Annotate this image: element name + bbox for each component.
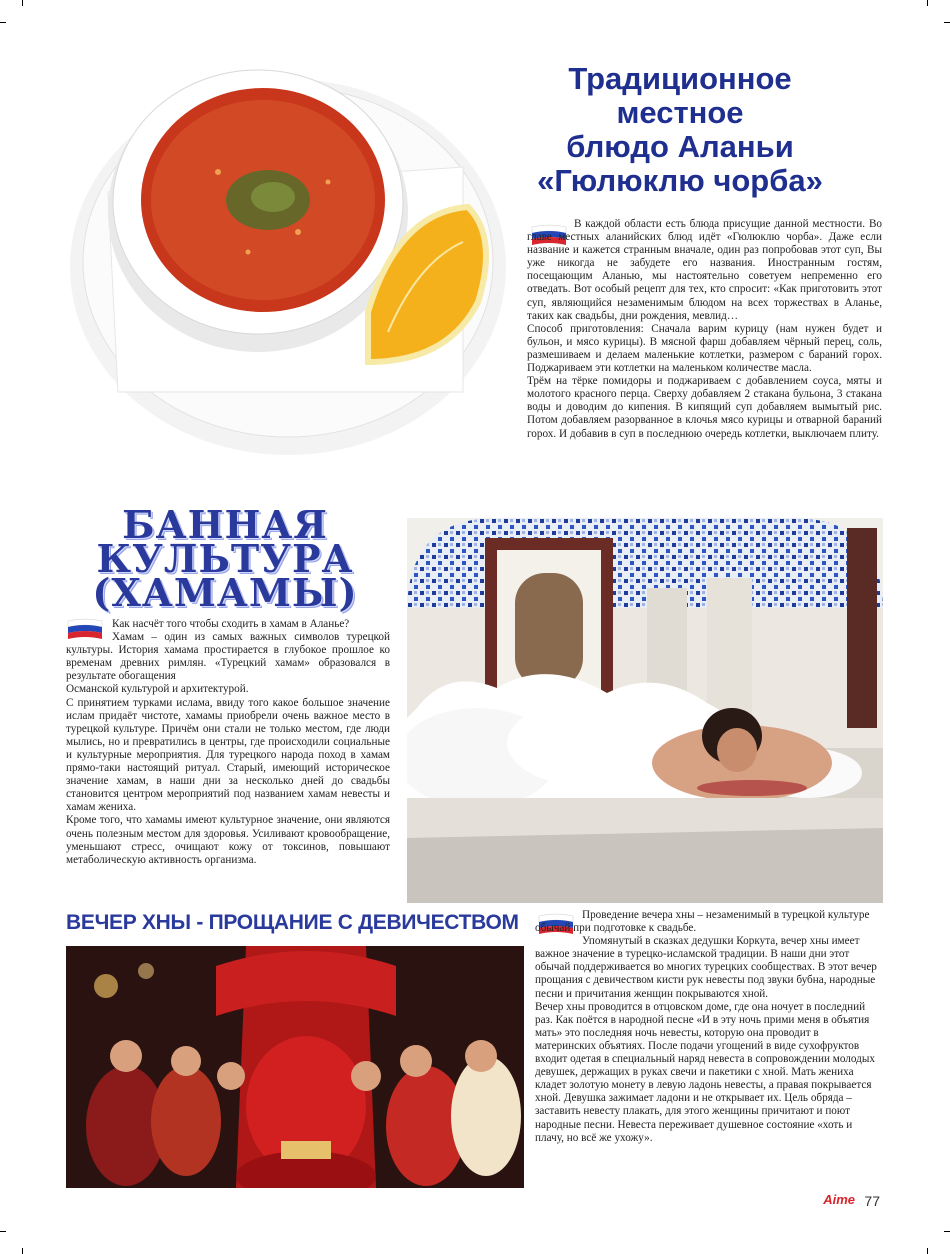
crop-mark (0, 22, 6, 23)
magazine-logo (823, 1192, 855, 1207)
hamam-paragraph: Османской культурой и архитектурой. (66, 683, 249, 696)
hamam-title-line: (ХАМАМЫ) (92, 570, 358, 615)
logo-text: Aime (823, 1192, 855, 1207)
henna-title: ВЕЧЕР ХНЫ - ПРОЩАНИЕ С ДЕВИЧЕСТВОМ (66, 911, 519, 934)
soup-title-line: Традиционное (568, 61, 792, 96)
soup-photo (68, 62, 508, 462)
henna-photo (66, 946, 524, 1188)
henna-paragraph: Проведение вечера хны – незаменимый в турецкой культуре обычай при подготовке к свадьбе. (535, 909, 870, 935)
soup-title-line: блюдо Аланьи (566, 129, 794, 164)
hamam-paragraph: С принятием турками ислама, ввиду того какое большое значение ислам придаёт чистоте, хамамы приобрели очень важное место в турецкой культуре. Причём они стали не только местом, где люди мылись, но и превратились в центры, где происходили социальные и культурные мероприятия. Для турецкого народа поход в хамам прямо-таки настоящий ритуал. Старый, имеющий историческое значение хамам, в наши дни за несколько дней до свадьбы становится центром мероприятий под названием хамам невесты и хамам жениха. (66, 696, 390, 814)
soup-text (527, 218, 882, 441)
hamam-title-line: КУЛЬТУРА (96, 536, 354, 581)
soup-title (520, 62, 840, 198)
crop-mark (944, 1231, 950, 1232)
crop-mark (22, 1248, 23, 1254)
hamam-title (60, 502, 390, 615)
soup-title-line: «Гюлюклю чорба» (537, 163, 823, 198)
page-number: 77 (864, 1193, 880, 1209)
soup-paragraph: Трём на тёрке помидоры и поджариваем с добавлением соуса, мяты и молотого красного перца. Сверху добавляем 2 стакана бульона, 3 стакана воды и доводим до кипения. В кипящий суп добавляем вымытый рис. Потом добавляем разорванное в клочья мясо курицы и отварной бараний горох. И добавив в суп в последнюю очередь котлетки, выключаем плиту. (527, 375, 882, 440)
henna-paragraph: Вечер хны проводится в отцовском доме, где она ночует в последний раз. Как поётся в народной песне «И в эту ночь прими меня в объятия мать» это последняя ночь невесты, которую она проводит в материнских объятиях. После подачи угощений в виде сухофруктов входит одетая в специальный наряд невеста в сопровождении молодых девушек, держащих в руках свечи и пакетики с хной. Мать жениха кладет золотую монету в левую ладонь невесты, а правая покрывается хной. Девушка зажимает ладони и не открывает их. Цель обряда – заставить невесту плакать, для этого женщины причитают и поют народные песни. Невеста переживает душевное состояние «хоть и плачу, но всё же ухожу». (535, 1000, 875, 1144)
henna-paragraph: Упомянутый в сказках дедушки Коркута, вечер хны имеет важное значение в турецко-исламской традиции. В наши дни этот обычай поддерживается во многих турецких сообществах. В этот вечер прощания с девичеством кисти рук невесты под звуки бубна, народные песни и причитания женщин покрываются хной. (535, 935, 877, 1000)
soup-paragraph: В каждой области есть блюда присущие данной местности. Во главе местных аланийских блюд идёт «Гюлюклю чорба». Даже если название и кажется странным вначале, один раз попробовав этот суп, Вы уже никогда не забудете его названия. Иностранным гостям, посещающим Аланью, мы настоятельно советуем непременно его отведать. Вот особый рецепт для тех, кто спросит: «Как приготовить этот суп, являющийся незаменимым блюдом на всех торжествах в Аланье, таких как свадьбы, дни рождения, мевлид… (527, 218, 882, 322)
crop-mark (927, 1248, 928, 1254)
hamam-paragraph: Как насчёт того чтобы сходить в хамам в Аланье? (112, 618, 350, 630)
hamam-text (66, 618, 390, 867)
hamam-photo (407, 518, 883, 903)
soup-title-line: местное (616, 95, 744, 130)
crop-mark (927, 0, 928, 6)
crop-mark (944, 22, 950, 23)
soup-paragraph: Способ приготовления: Сначала варим курицу (нам нужен будет и бульон, и мясо курицы). В мясной фарш добавляем чёрный перец, соль, размешиваем и делаем маленькие котлетки, размером с бараний горох. Поджариваем эти котлетки на маленьком количестве масла. (527, 322, 882, 375)
hamam-paragraph: Кроме того, что хамамы имеют культурное значение, они являются очень полезным местом для здоровья. Усиливают кровообращение, уменьшают стресс, очищают кожу от токсинов, повышают метаболическую активность организма. (66, 814, 390, 866)
hamam-paragraph: Хамам – один из самых важных символов турецкой культуры. История хамама простирается в глубокое прошлое ко временам древних римлян. «Турецкий хамам» образовался в результате обогащения (66, 631, 390, 683)
crop-mark (0, 1231, 6, 1232)
hamam-title-line: БАННАЯ (122, 502, 328, 547)
crop-mark (22, 0, 23, 6)
henna-text (535, 909, 880, 1145)
